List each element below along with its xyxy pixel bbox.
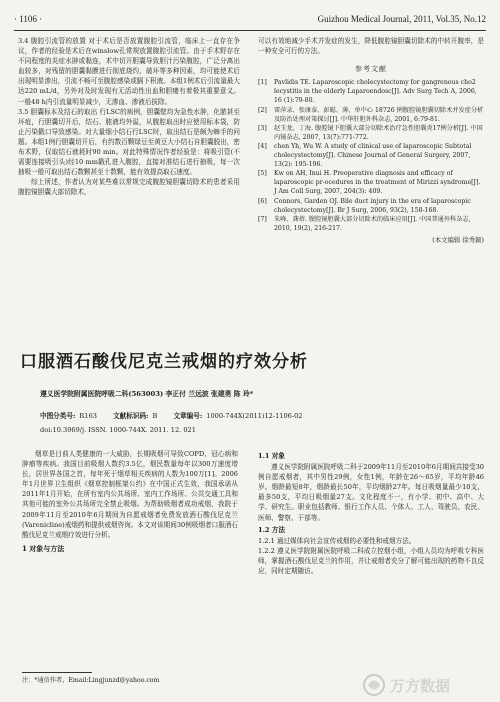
article-right-column [258, 449, 484, 689]
running-header [14, 8, 486, 31]
footnote-rule [22, 672, 92, 673]
reference-item: [4] chen Yh, Wu W. A study of clinical use of laparoscopic Subtotal cholecystectomy[J]. Chinese Journal of General Surgery, 2007, 13(2): 195-196. [258, 142, 472, 169]
reference-item: [6] Connors, Garden OJ. Bile duct injury in the era of laparoscopic cholecystectomy[J]. Br J Surg, 2006, 93(2), 158-168. [258, 197, 471, 214]
subsection-heading: 1.2 方法 [258, 525, 285, 534]
method-2-paragraph: 1.2.2 遵义医学院附属医院呼吸二科成立控烟小组，小组人员均为呼吸专科医师，掌握酒石酸伐尼克兰的作用，并让戒烟者充分了解可能出现的药物不良反应，同时定期随访。 [258, 546, 484, 576]
reference-item: [5] Kw on AH, Inui H. Preoperative diagnosis and efficacy of laparoscopic pr-ocedures in the treatment of Mirizzi syndrome[J]. J Am Coll Surg, 2007, 204(3): 409. [258, 170, 481, 196]
references-heading: 参考文献 [355, 65, 387, 74]
wanfang-watermark [362, 672, 492, 698]
clc-value: R163 [79, 412, 97, 420]
reference-item: [7] 朱峰、龚蓓. 腹腔镜胆囊大部分切除术的临床应用[J]. 中国普通外科杂志, 2010, 19(2), 216-217. [258, 215, 471, 232]
summary-paragraph: 综上所述，作者认为对某些难以常规完成腹腔镜胆囊切除术的患者采用腹腔镜胆囊大部切除术， [18, 178, 240, 197]
clc-label: 中图分类号: [40, 412, 76, 420]
prev-article-left-column [18, 36, 240, 326]
subjects-paragraph: 遵义医学院附属医院呼吸二科于2009年11月至2010年6月期间共接受30例自愿戒烟者，其中男性29例，女性1例，年龄在26～65岁，平均年龄46岁。烟龄最短8年，烟龄最长50年，平均烟龄27年。每日吸烟量最少10支，最多50支，平均日吸烟量27支。文化程度不一，有小学、初中、高中、大学、研究生。职业包括教师、银行工作人员、个体人、工人、驾驶员、农民、医师、警察、干部等。 [258, 463, 484, 522]
method-1-paragraph: 1.2.1 通过媒体向社会宣传戒烟的必要性和戒烟方法。 [258, 536, 416, 545]
watermark-text: 万方数据 [390, 677, 451, 695]
page-number: · 1106 · [14, 14, 43, 24]
reference-item: [2] 雷萍录、张康泰、彭聪、薄、单中心 18726 例腹腔镜胆囊切除术并发症分析及防治处理对策探讨[J]. 中华肝胆外科杂志, 2001, 6:79-81. [258, 106, 484, 123]
footnote: 注：*通信作者，Email:Lingjunzd@yahoo.com [22, 677, 160, 684]
summary-continuation: 可以有效地减少手术并发症的发生，降低腹腔镜胆囊切除术的中转开腹率，是一种安全可行的方法。 [258, 37, 484, 56]
reference-item: [1] Pavlidis TE. Laparoscopic cholecystectomy for gangrenous cho2 lecystitis in the elderly Laparoendosc[J]. Adv Surg Tech A, 2006, 16 (1):79-80. [258, 79, 477, 105]
section-3-4-paragraph: 3.4 腹腔引流管的放置 对于术后是否放置腹腔引流管，临床上一直存在争议，作者的经验是术后在winslow孔常规放置腹腔引流管。由于手术野存在不同程度的炎症水肿或黏连，术中切开胆囊导致胆汁污染腹腔，广泛分离出血较多，对残留的胆囊黏膜进行彻底烧灼，破坏等多种因素，均可能使术后出现明显渗出，引流不畅可至腹腔感染或膈下积液。本组1例术后引流量最大达220 mL/d，另外对及时发现有无活动性出血和胆瘘有着极其重要意义。一般48 h内引流量明显减少，无渗血、渗液后拔除。 [18, 37, 240, 106]
subsection-heading: 1.1 对象 [258, 452, 285, 460]
watermark-logo [362, 672, 492, 698]
classification-line [40, 410, 480, 420]
article-number-value: 1000-744X(2011)12-1106-02 [206, 412, 303, 420]
doc-code-value: B [152, 412, 158, 420]
journal-citation: Guizhou Medical Journal, 2011, Vol.35, No.12 [317, 14, 486, 24]
reference-list [258, 78, 484, 233]
section-3-5-paragraph: 3.5 胆囊标本及结石的取出 行LSC的病例，胆囊壁均为急性水肿，化脓甚至坏疽，行胆囊切开后，结石、脓液均外溢，从腹腔取出时应使用标本袋，防止污染戳口导致感染。对大量细小结石行LSC时，取出结石是颇为棘手的问题。本组1例行胆囊切开后，有约数百颗绿豆至黄豆大小结石自胆囊脱出，密布术野，仅取结石就耗时90 min。对此特殊情况作者经验是：将吸引管(不需要连接吸引头)经10 mm戳孔进入腹腔，直接对准结石进行抽吸，每一次抽吸一般可取出结石数颗甚至十数颗，能有效提高取石速度。 [18, 107, 240, 177]
article-left-column [22, 449, 238, 664]
prev-article-right-column [258, 36, 484, 326]
article-title: 口服酒石酸伐尼克兰戒烟的疗效分析 [20, 352, 308, 372]
section-heading: 1 对象与方法 [22, 543, 65, 553]
intro-paragraph: 烟草是目前人类健康的一大威胁，长期吸烟可导致COPD、冠心病和肿瘤等疾病。我国目前吸烟人数约3.5亿，烟民数量每年以300万速度增长，居世界各国之首，每年死于烟草相关疾病的人数为100万[1]。2006年1月世界卫生组织《烟草控制框架公约》在中国正式生效，我国承诺从2011年1月开始，在所有室内公共场所、室内工作场所、公共交通工具和其他可能的室外公共场所完全禁止吸烟。为帮助吸烟者成功戒烟，我院于2009年11月至2010年6月期间为自愿戒烟者免费发放酒石酸伐尼克兰(Varenicline)戒烟药和提供戒烟咨询。本文对该期间30例吸烟者口服酒石酸伐尼克兰戒烟疗效进行分析。 [22, 450, 238, 539]
article-authors: 遵义医学院附属医院呼吸二科(563003) 李正付 兰远波 张建勇 陈 玲* [40, 390, 254, 398]
doc-code-label: 文献标识码: [113, 412, 149, 420]
article-number-label: 文章编号: [173, 412, 203, 420]
reference-item: [3] 赵玉龙、丁海. 腹腔镜下胆囊大部分切除术治疗急性胆囊炎17例分析[J]. 中国内镜杂志, 2007, 13(7):771-772. [258, 124, 483, 141]
editor-note: (本文编辑 徐秀颖) [432, 235, 484, 244]
doi-line: doi:10.3969/j. ISSN. 1000-744X. 2011. 12. 021 [40, 426, 196, 434]
